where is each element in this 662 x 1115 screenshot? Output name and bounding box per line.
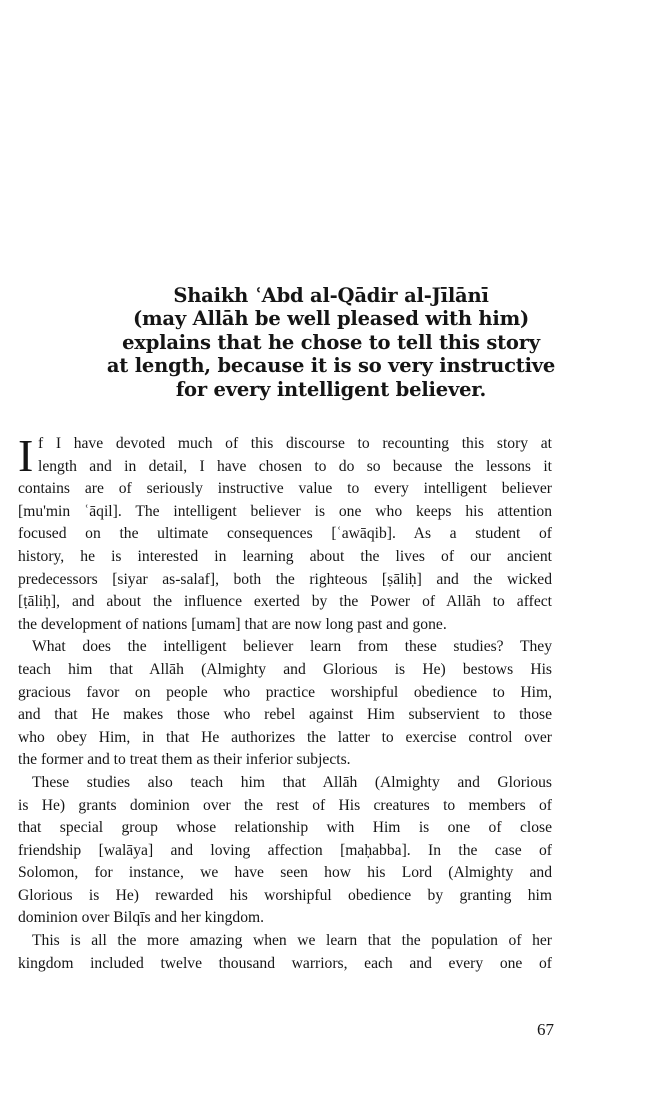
text-line: contains are of seriously instructive value to every intelligent believer [18, 480, 552, 498]
paragraph [18, 430, 552, 636]
text-line: This is all the more amazing when we learn that the population of her [32, 932, 552, 950]
drop-cap: I [18, 430, 34, 481]
text-line: teach him that Allāh (Almighty and Glorious is He) bestows His [18, 660, 552, 678]
page-number: 67 [537, 1020, 554, 1039]
paragraph [18, 636, 552, 772]
text-line: the development of nations [umam] that are now long past and gone. [18, 615, 447, 633]
text-line: kingdom included twelve thousand warriors, each and every one of [18, 954, 552, 972]
text-line: friendship [walāya] and loving affection [maḥabba]. In the case of [18, 841, 552, 859]
heading-line: explains that he chose to tell this story [122, 330, 540, 354]
body-text [18, 430, 552, 975]
text-line: is He) grants dominion over the rest of His creatures to members of [18, 796, 552, 814]
text-line: who obey Him, in that He authorizes the latter to exercise control over [18, 728, 552, 746]
heading-line: (may Allāh be well pleased with him) [132, 307, 530, 331]
text-line: Glorious is He) rewarded his worshipful obedience by granting him [18, 886, 552, 904]
text-line: Solomon, for instance, we have seen how his Lord (Almighty and [18, 864, 552, 882]
text-line: f I have devoted much of this discourse to recounting this story at [38, 435, 552, 452]
text-line: predecessors [siyar as-salaf], both the righteous [ṣāliḥ] and the wicked [18, 570, 552, 588]
section-heading [18, 284, 644, 401]
paragraph [18, 930, 552, 975]
text-line: that special group whose relationship with Him is one of close [18, 819, 552, 837]
text-line: dominion over Bilqīs and her kingdom. [18, 909, 265, 927]
text-line: What does the intelligent believer learn from these studies? They [32, 638, 552, 656]
text-line: and that He makes those who rebel against Him subservient to those [18, 706, 552, 724]
text-line: gracious favor on people who practice worshipful obedience to Him, [18, 683, 552, 701]
text-line: These studies also teach him that Allāh (Almighty and Glorious [32, 773, 552, 791]
text-line: [mu'min ʿāqil]. The intelligent believer is one who keeps his attention [18, 502, 552, 520]
text-line: [ṭāliḥ], and about the influence exerted by the Power of Allāh to affect [18, 593, 552, 611]
paragraph [18, 772, 552, 930]
heading-line: for every intelligent believer. [175, 377, 487, 401]
heading-line: Shaikh ʿAbd al-Qādir al-Jīlānī [173, 284, 489, 307]
heading-line: at length, because it is so very instructive [106, 354, 556, 378]
text-line: focused on the ultimate consequences [ʿawāqib]. As a student of [18, 525, 552, 543]
text-line: history, he is interested in learning about the lives of our ancient [18, 547, 552, 565]
text-line: the former and to treat them as their inferior subjects. [18, 751, 351, 769]
text-line: length and in detail, I have chosen to do so because the lessons it [38, 457, 552, 475]
